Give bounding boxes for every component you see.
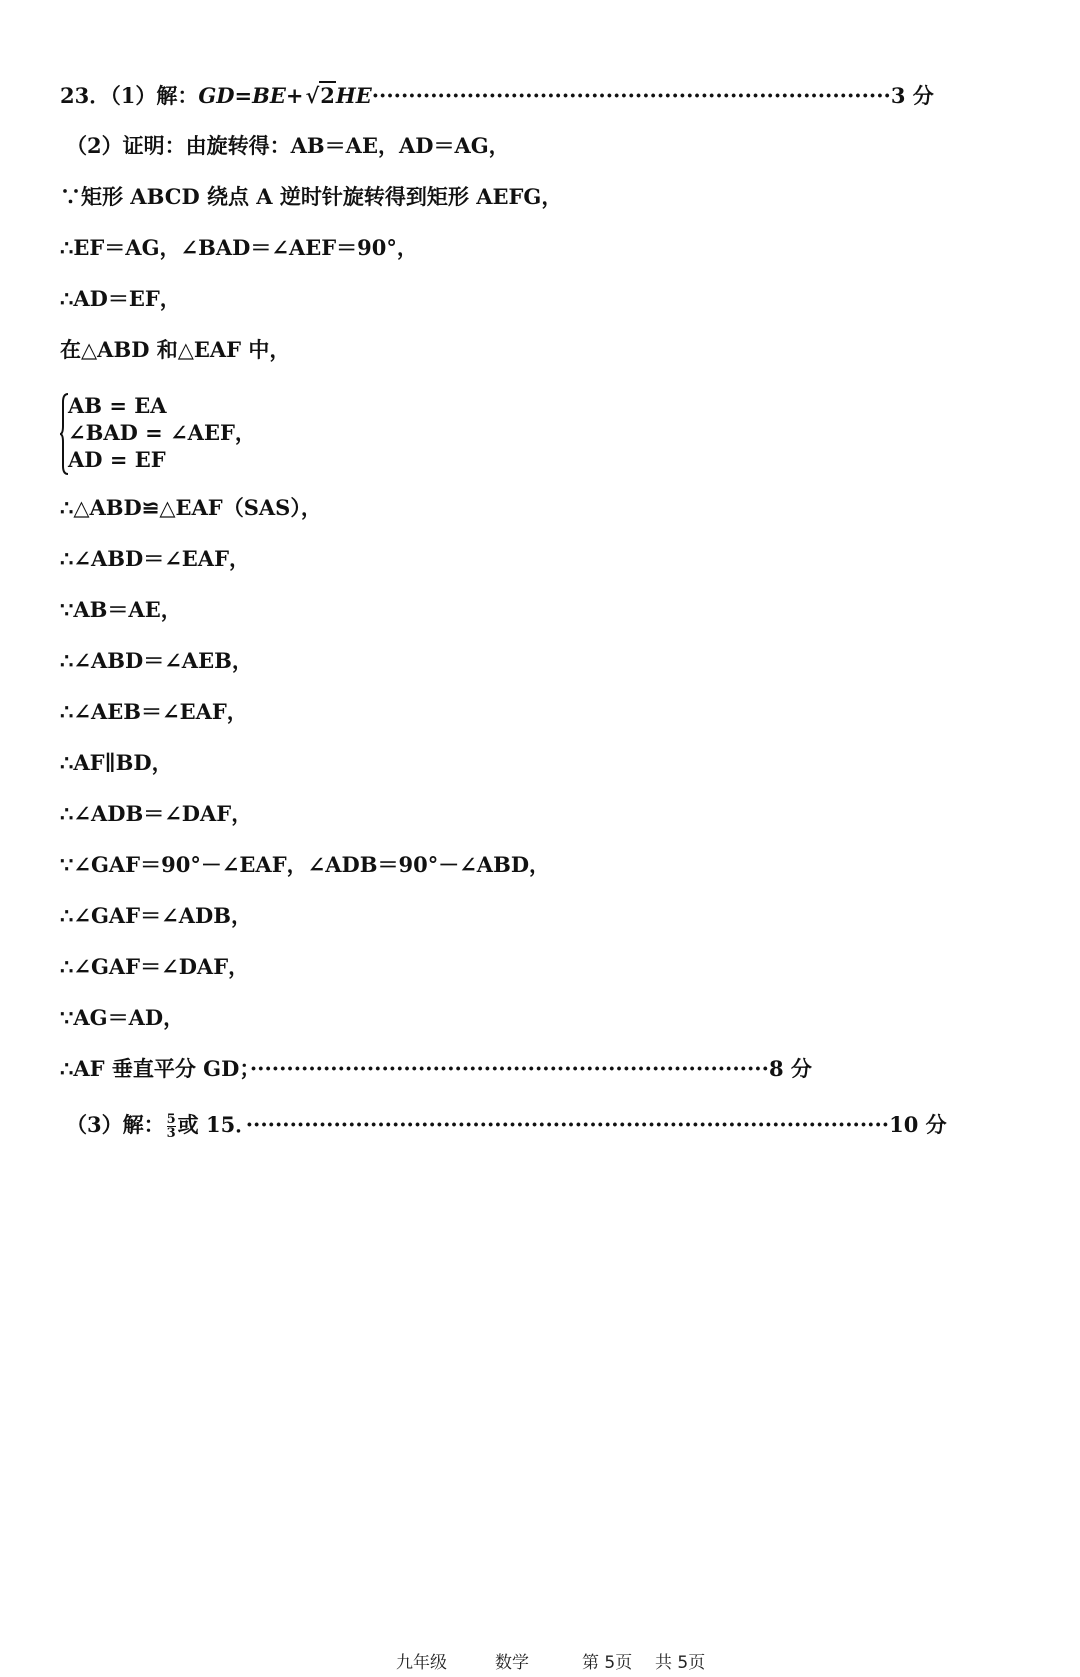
answer-fraction: [167, 1113, 176, 1140]
step-6: ∴AF∥BD，: [60, 750, 173, 775]
fraction-denominator: 3: [166, 1126, 176, 1141]
part2-score: 8 分: [768, 1056, 812, 1081]
proof-line-2: ∵矩形 ABCD 绕点 A 逆时针旋转得到矩形 AEFG，: [60, 184, 563, 209]
step-10: ∴∠GAF＝∠DAF，: [60, 954, 250, 979]
part2-conclusion: [60, 1055, 812, 1083]
step-7: ∴∠ADB＝∠DAF，: [60, 801, 253, 826]
system-eq-3: AD = EF: [68, 447, 166, 472]
part1-prefix: 23．（1）解：: [60, 83, 199, 108]
footer-grade: 九年级: [396, 1653, 447, 1673]
step-9: ∴∠GAF＝∠ADB，: [60, 903, 252, 928]
part3-dots: ························································································: [245, 1112, 890, 1137]
step-11: ∵AG＝AD，: [60, 1005, 185, 1030]
sqrt-symbol: √2: [305, 83, 335, 108]
system-lines: [68, 392, 256, 473]
part3-line: [66, 1111, 947, 1140]
sqrt-arg: 2: [320, 83, 335, 108]
part3-suffix: 或 15．: [177, 1112, 246, 1137]
part1-score: 3 分: [890, 83, 934, 108]
part2-dots: ·······································································: [249, 1056, 769, 1081]
step-5: ∴∠AEB＝∠EAF，: [60, 699, 248, 724]
proof-line-4: ∴AD＝EF，: [60, 286, 181, 311]
part1-line: [60, 82, 934, 110]
step-3: ∵AB＝AE，: [60, 597, 182, 622]
part1-dots: ·······································································: [371, 83, 891, 108]
part1-formula-b: HE: [335, 83, 372, 108]
footer-page: 第 5页: [582, 1653, 633, 1673]
part2-conclusion-text: ∴AF 垂直平分 GD；: [60, 1056, 250, 1081]
part3-prefix: （3）解：: [66, 1112, 165, 1137]
proof-line-5: 在△ABD 和△EAF 中，: [60, 337, 291, 362]
fraction-numerator: 5: [166, 1112, 176, 1127]
step-8: ∵∠GAF＝90°－∠EAF，∠ADB＝90°－∠ABD，: [60, 852, 551, 877]
footer-total: 共 5页: [655, 1653, 706, 1673]
step-4: ∴∠ABD＝∠AEB，: [60, 648, 253, 673]
system-eq-1: AB = EA: [68, 393, 167, 418]
part1-formula-a: GD=BE+: [198, 83, 304, 108]
system-eq-2: ∠BAD = ∠AEF，: [68, 420, 256, 445]
step-2: ∴∠ABD＝∠EAF，: [60, 546, 251, 571]
footer-subject: 数学: [495, 1653, 529, 1673]
proof-line-1: （2）证明：由旋转得：AB＝AE，AD＝AG，: [66, 133, 510, 158]
part3-score: 10 分: [889, 1112, 947, 1137]
step-1: ∴△ABD≌△EAF（SAS），: [60, 495, 322, 520]
proof-line-3: ∴EF＝AG，∠BAD＝∠AEF＝90°，: [60, 235, 418, 260]
